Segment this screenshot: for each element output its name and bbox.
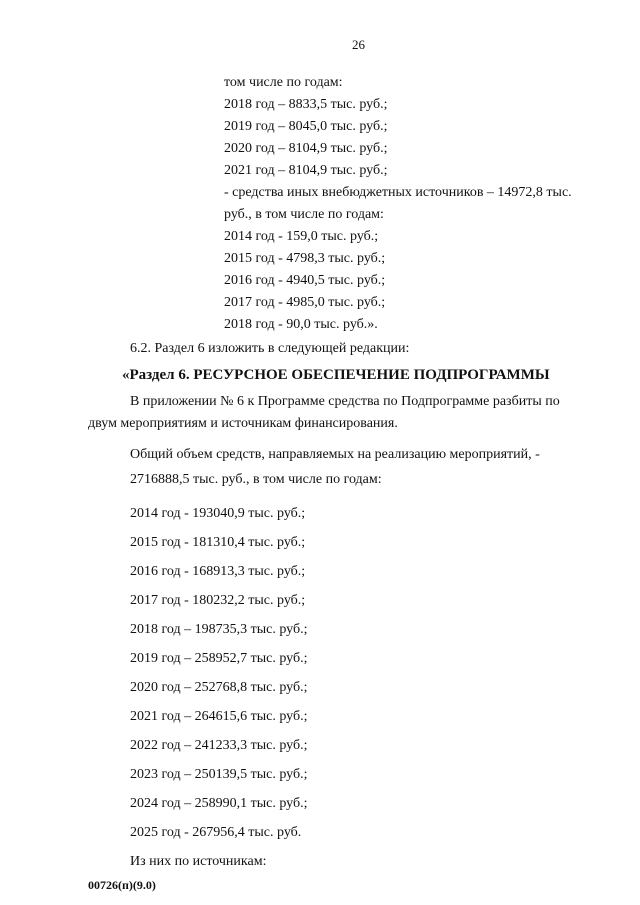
document-code: 00726(п)(9.0) <box>88 878 156 892</box>
text-line: 2018 год - 90,0 тыс. руб.». <box>224 317 378 332</box>
text-line: Из них по источникам: <box>130 854 267 869</box>
text-line: 2023 год – 250139,5 тыс. руб.; <box>130 767 308 782</box>
text-line: двум мероприятиям и источникам финансирования. <box>88 416 398 431</box>
text-line: 2020 год – 8104,9 тыс. руб.; <box>224 141 388 156</box>
text-line: 2015 год - 4798,3 тыс. руб.; <box>224 251 386 266</box>
text-line: 2015 год - 181310,4 тыс. руб.; <box>130 535 306 550</box>
text-line: 6.2. Раздел 6 изложить в следующей редакции: <box>130 341 410 356</box>
text-line: Общий объем средств, направляемых на реализацию мероприятий, - <box>130 447 540 462</box>
text-line: - средства иных внебюджетных источников – 14972,8 тыс. <box>224 185 572 200</box>
text-line: 2016 год - 168913,3 тыс. руб.; <box>130 564 306 579</box>
page-number: 26 <box>352 37 365 52</box>
text-line: руб., в том числе по годам: <box>224 207 384 222</box>
text-line: 2019 год – 258952,7 тыс. руб.; <box>130 651 308 666</box>
text-line: 2021 год – 264615,6 тыс. руб.; <box>130 709 308 724</box>
text-line: 2021 год – 8104,9 тыс. руб.; <box>224 163 388 178</box>
text-line: 2016 год - 4940,5 тыс. руб.; <box>224 273 386 288</box>
text-line: 2017 год - 4985,0 тыс. руб.; <box>224 295 386 310</box>
text-line: 2014 год - 159,0 тыс. руб.; <box>224 229 379 244</box>
text-line: 2716888,5 тыс. руб., в том числе по годам: <box>130 472 382 487</box>
text-line: 2017 год - 180232,2 тыс. руб.; <box>130 593 306 608</box>
text-line: 2018 год – 198735,3 тыс. руб.; <box>130 622 308 637</box>
text-line: 2022 год – 241233,3 тыс. руб.; <box>130 738 308 753</box>
text-line: 2024 год – 258990,1 тыс. руб.; <box>130 796 308 811</box>
text-line: 2014 год - 193040,9 тыс. руб.; <box>130 506 306 521</box>
text-line: 2019 год – 8045,0 тыс. руб.; <box>224 119 388 134</box>
text-line: 2025 год - 267956,4 тыс. руб. <box>130 825 302 840</box>
section-heading: «Раздел 6. РЕСУРСНОЕ ОБЕСПЕЧЕНИЕ ПОДПРОГРАММЫ <box>122 367 550 383</box>
text-line: 2020 год – 252768,8 тыс. руб.; <box>130 680 308 695</box>
text-line: том числе по годам: <box>224 75 343 90</box>
text-line: В приложении № 6 к Программе средства по Подпрограмме разбиты по <box>130 394 560 409</box>
text-line: 2018 год – 8833,5 тыс. руб.; <box>224 97 388 112</box>
